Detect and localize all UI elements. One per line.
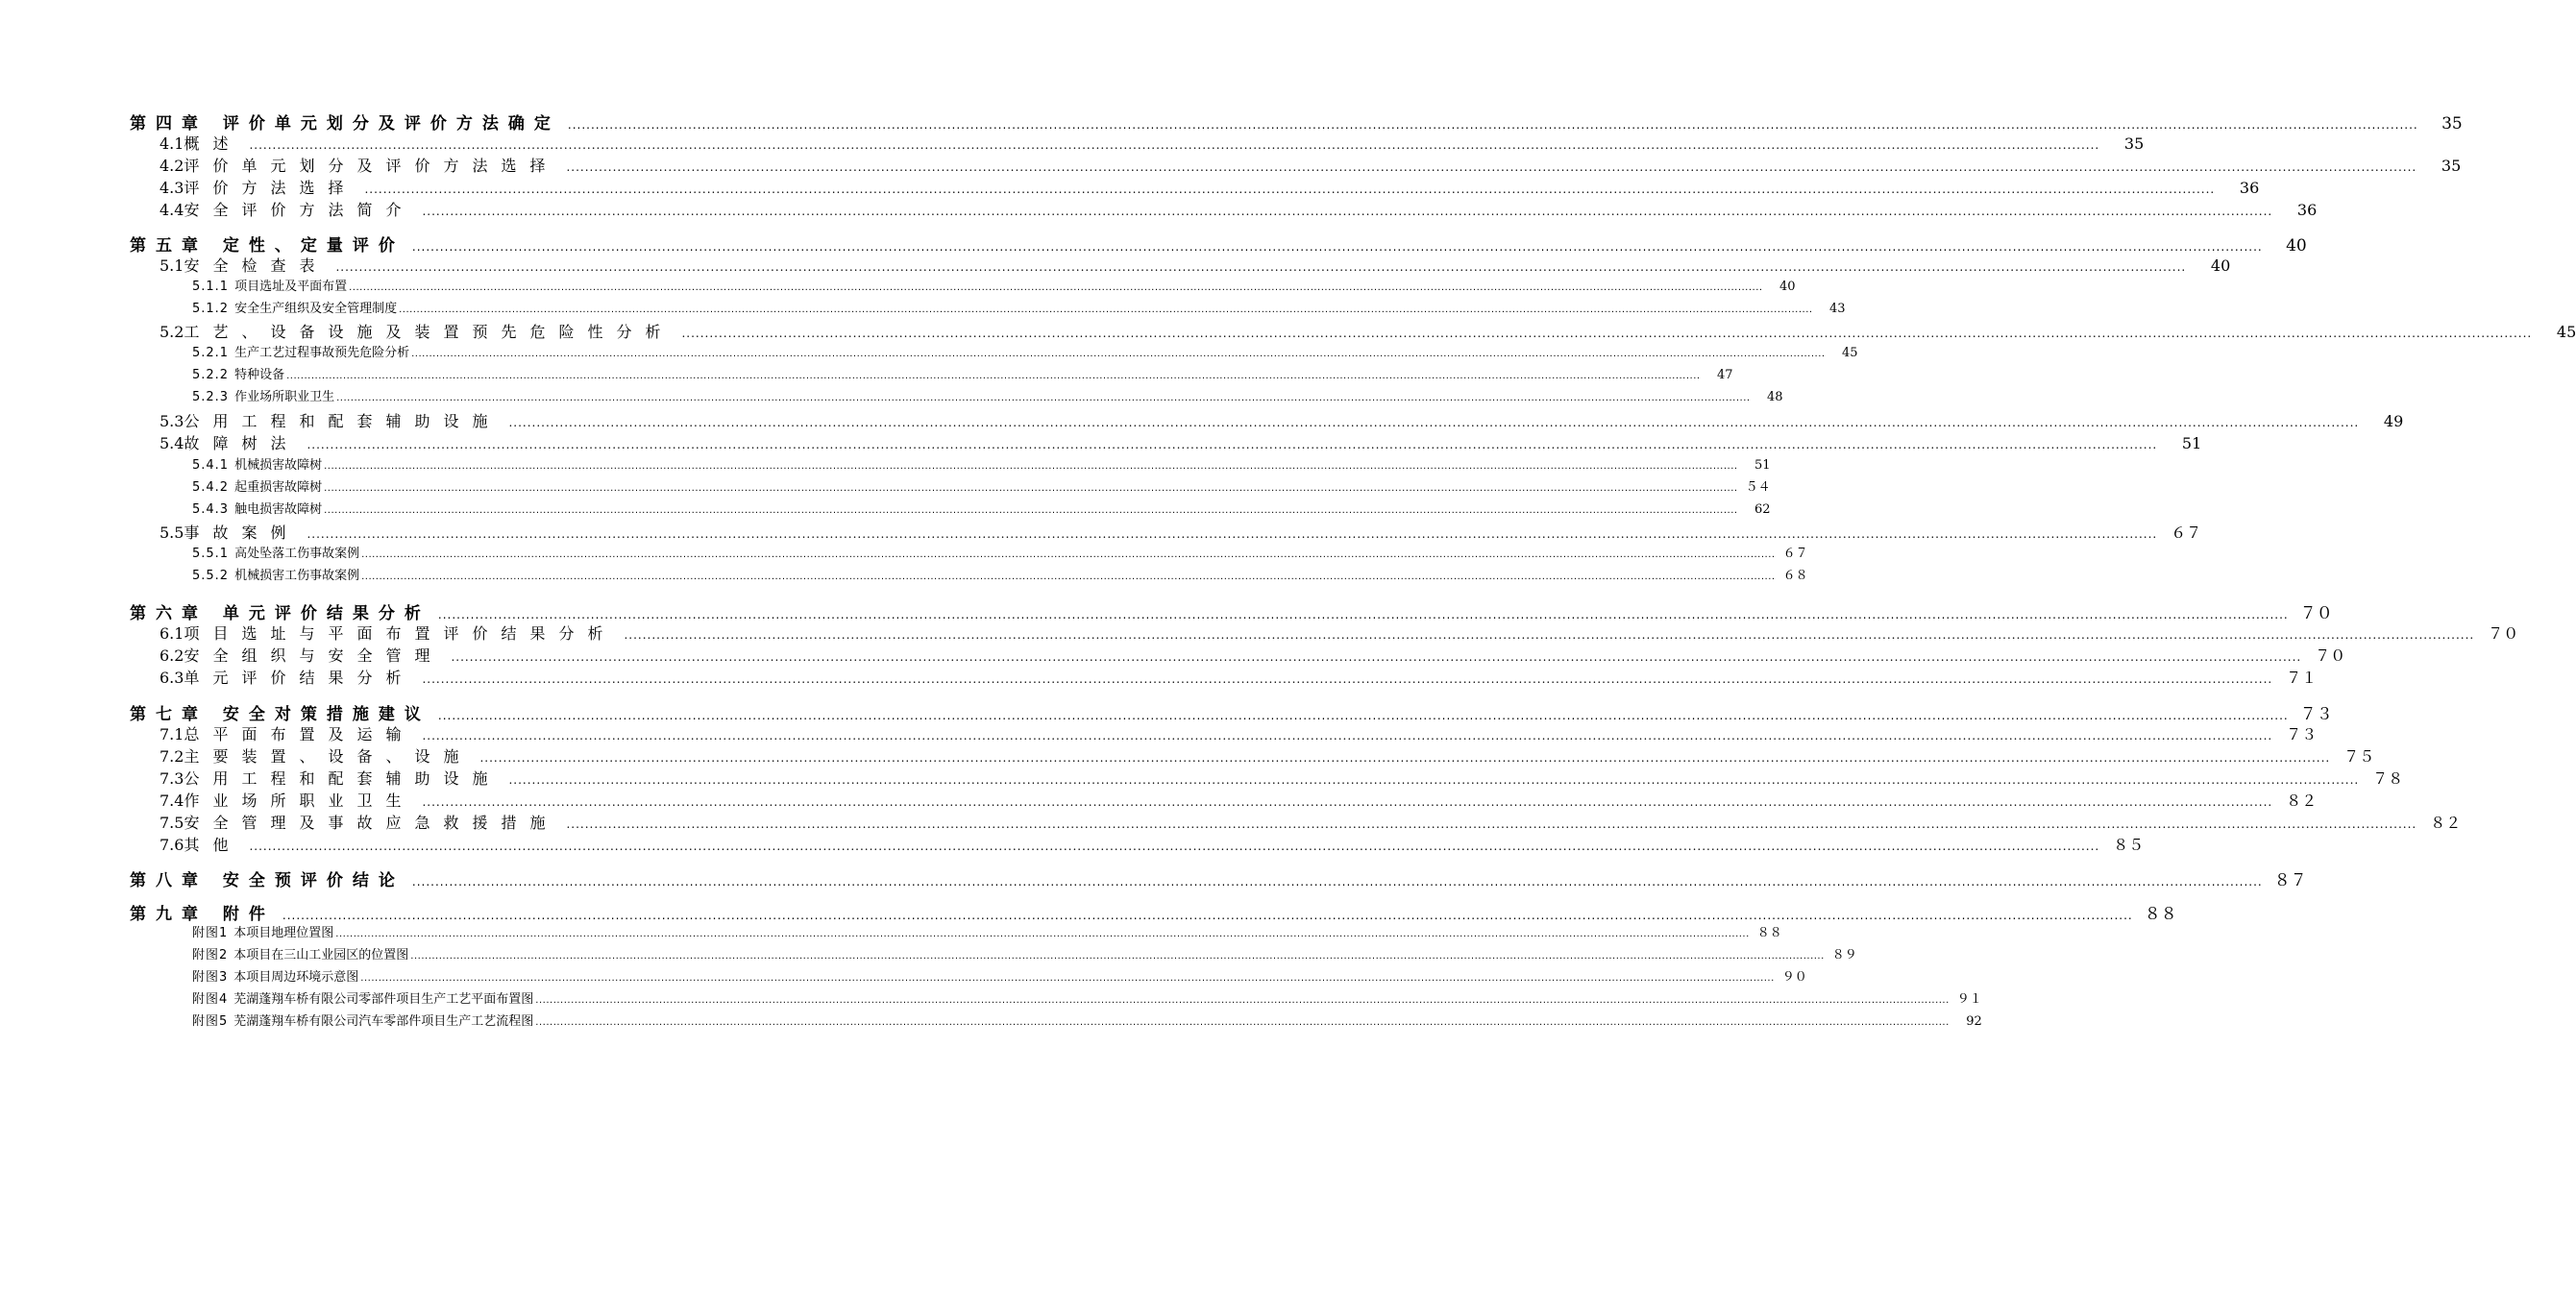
toc-entry-title [159,431,299,453]
toc-entry-page: 35 [2123,134,2145,153]
toc-entry-page: ８８ [1756,926,1782,940]
dot-leader: ................................................................................................................................................................................................................................................................................................................................................................................................................ [451,650,2302,664]
toc-entry-text: 第八章 安全预评价结论 [130,871,405,890]
toc-entry-page: ７３ [2299,705,2333,724]
dot-leader: ................................................................................................................................................................................................................................................................................................................................................................................................................ [307,438,2158,451]
toc-entry-text: 本项目周边环境示意图 [233,970,359,985]
toc-entry [192,966,1807,985]
toc-entry [159,833,2145,855]
toc-entry-title [192,1011,533,1029]
dot-leader: ................................................................................................................................................................................................................................................................................................................................................................................................................ [399,304,1813,315]
toc-entry-page: 47 [1717,368,1733,382]
toc-entry-title [130,599,430,623]
dot-leader: ................................................................................................................................................................................................................................................................................................................................................................................................................ [566,817,2417,831]
toc-entry-title [130,110,560,134]
toc-entry-page: ７３ [2286,725,2318,743]
dot-leader: ................................................................................................................................................................................................................................................................................................................................................................................................................ [508,416,2360,429]
toc-entry-page: ７０ [2488,624,2519,643]
dot-leader: ................................................................................................................................................................................................................................................................................................................................................................................................................ [411,875,2263,889]
toc-entry-number: 5.1.1 [192,280,230,294]
dot-leader: ................................................................................................................................................................................................................................................................................................................................................................................................................ [681,327,2533,340]
toc-entry-title [130,700,430,724]
toc-entry-title [192,342,409,360]
toc-entry-text: 安全组织与安全管理 [184,646,444,665]
toc-entry-text: 评价方法选择 [184,179,357,197]
dot-leader: ................................................................................................................................................................................................................................................................................................................................................................................................................ [422,795,2273,809]
dot-leader: ................................................................................................................................................................................................................................................................................................................................................................................................................ [335,260,2187,274]
toc-entry-page: 45 [1842,346,1858,360]
toc-entry [159,132,2145,154]
toc-entry-text: 安全评价方法简介 [184,201,415,219]
toc-entry-page: 35 [2441,157,2462,175]
toc-entry-text: 第六章 单元评价结果分析 [130,604,430,623]
toc-entry-title [159,789,414,811]
toc-entry-number: 7.2 [159,747,184,766]
toc-entry-title [159,198,414,220]
toc-entry-text: 其他 [184,836,242,854]
toc-entry-title [159,811,558,833]
toc-entry [159,789,2318,811]
toc-entry-text: 安全生产组织及安全管理制度 [234,302,398,316]
toc-entry-number: 5.4 [159,434,184,452]
dot-leader: ................................................................................................................................................................................................................................................................................................................................................................................................................ [411,349,1826,359]
toc-entry [192,476,1771,495]
toc-entry-number: 附图2 [192,948,229,962]
toc-entry-number: 6.1 [159,624,184,643]
toc-entry-page: ８９ [1831,948,1857,962]
toc-entry-number: 5.2.1 [192,346,230,360]
toc-entry-text: 概述 [184,134,242,153]
toc-entry [192,565,1808,583]
dot-leader: ................................................................................................................................................................................................................................................................................................................................................................................................................ [410,951,1825,962]
toc-entry-page: ５４ [1745,480,1771,495]
toc-entry-title [192,476,322,495]
toc-entry-page: 36 [2239,179,2260,197]
toc-entry [159,176,2260,198]
toc-entry-page: ６７ [1782,547,1808,561]
toc-entry-page: 40 [2210,256,2231,275]
toc-entry [159,767,2404,789]
toc-entry-page: 49 [2383,412,2404,430]
dot-leader: ................................................................................................................................................................................................................................................................................................................................................................................................................ [249,138,2100,152]
toc-entry-number: 6.2 [159,646,184,665]
toc-entry-title [192,276,347,294]
toc-entry-title [159,744,472,767]
toc-entry-title [159,132,241,154]
toc-entry-title [192,944,408,962]
toc-entry-page: ８２ [2430,814,2462,832]
toc-entry-number: 6.3 [159,669,184,687]
toc-entry-title [192,966,358,985]
toc-entry-number: 7.4 [159,792,184,810]
toc-entry-page: 35 [2441,114,2463,134]
toc-entry-number: 附图5 [192,1014,229,1029]
toc-entry-page: 51 [2181,434,2202,452]
toc-entry-text: 第五章 定性、定量评价 [130,236,405,256]
toc-entry-title [192,922,333,940]
toc-entry-number: 5.4.3 [192,502,230,517]
toc-entry-page: ８５ [2113,836,2145,854]
toc-entry-number: 4.1 [159,134,184,153]
toc-entry [159,811,2462,833]
toc-entry-number: 5.5.2 [192,569,230,583]
toc-entry-text: 高处坠落工伤事故案例 [234,547,360,561]
toc-entry-page: ７８ [2372,769,2404,788]
dot-leader: ................................................................................................................................................................................................................................................................................................................................................................................................................ [422,729,2273,743]
toc-entry [192,1011,1982,1029]
toc-entry-number: 5.2 [159,323,184,341]
toc-entry-title [192,386,334,404]
toc-entry-text: 机械损害故障树 [234,458,323,473]
toc-entry [192,342,1858,360]
toc-entry-title [159,320,674,342]
toc-entry-title [159,722,414,744]
dot-leader: ................................................................................................................................................................................................................................................................................................................................................................................................................ [535,995,1950,1006]
toc-entry-text: 机械损害工伤事故案例 [234,569,360,583]
toc-entry-title [192,499,322,517]
toc-entry [192,276,1796,294]
toc-entry-page: ８７ [2273,871,2307,890]
toc-entry-title [159,409,501,431]
toc-entry [159,254,2231,276]
toc-entry-page: ８２ [2286,792,2318,810]
toc-entry-text: 单元评价结果分析 [184,669,415,687]
toc-entry-number: 7.3 [159,769,184,788]
dot-leader: ................................................................................................................................................................................................................................................................................................................................................................................................................ [286,371,1701,381]
dot-leader: ................................................................................................................................................................................................................................................................................................................................................................................................................ [422,672,2273,686]
toc-entry-text: 第九章 附件 [130,905,275,924]
toc-entry [192,543,1808,561]
toc-entry-title [159,254,328,276]
toc-entry-number: 7.5 [159,814,184,832]
toc-entry-page: 51 [1754,458,1771,473]
toc-entry [159,666,2318,688]
toc-entry [159,320,2576,342]
toc-entry-number: 附图1 [192,926,229,940]
dot-leader: ................................................................................................................................................................................................................................................................................................................................................................................................................ [324,461,1738,472]
toc-entry-page: ６７ [2171,524,2202,542]
toc-entry [159,744,2375,767]
toc-entry-page: 92 [1966,1014,1982,1029]
dot-leader: ................................................................................................................................................................................................................................................................................................................................................................................................................ [422,205,2273,218]
toc-entry-title [159,644,443,666]
toc-entry [159,621,2519,644]
toc-entry-text: 作业场所职业卫生 [234,390,335,404]
toc-entry-number: 5.4.2 [192,480,230,495]
toc-entry-text: 芜湖蓬翔车桥有限公司汽车零部件项目生产工艺流程图 [233,1014,534,1029]
dot-leader: ................................................................................................................................................................................................................................................................................................................................................................................................................ [361,549,1776,560]
toc-entry [159,431,2202,453]
toc-entry-page: ７０ [2299,604,2333,623]
toc-entry-page: ７５ [2343,747,2375,766]
toc-entry-text: 芜湖蓬翔车桥有限公司零部件项目生产工艺平面布置图 [233,992,534,1007]
toc-entry-number: 5.1.2 [192,302,230,316]
toc-entry-title [159,521,299,543]
toc-entry-text: 触电损害故障树 [234,502,323,517]
dot-leader: ................................................................................................................................................................................................................................................................................................................................................................................................................ [307,527,2158,541]
toc-entry-title [130,231,405,256]
toc-entry-number: 5.4.1 [192,458,230,473]
toc-entry-title [159,176,356,198]
toc-entry [192,988,1982,1007]
toc-entry [159,644,2346,666]
toc-entry-text: 第七章 安全对策措施建议 [130,705,430,724]
toc-entry-number: 7.1 [159,725,184,743]
toc-entry [192,298,1846,316]
toc-entry-page: 43 [1829,302,1846,316]
toc-entry-page: ９１ [1956,992,1982,1007]
toc-entry-text: 第四章 评价单元划分及评价方法确定 [130,114,560,134]
toc-entry-number: 附图3 [192,970,229,985]
toc-entry-text: 起重损害故障树 [234,480,323,495]
dot-leader: ................................................................................................................................................................................................................................................................................................................................................................................................................ [364,183,2216,196]
dot-leader: ................................................................................................................................................................................................................................................................................................................................................................................................................ [249,840,2100,853]
toc-entry-title [159,767,501,789]
toc-entry-page: 48 [1767,390,1783,404]
toc-entry-page: ９０ [1781,970,1807,985]
toc-entry-number: 5.5.1 [192,547,230,561]
toc-entry-title [159,666,414,688]
toc-entry-page: 36 [2296,201,2318,219]
toc-entry-page: 62 [1754,502,1771,517]
toc-entry [130,866,2307,890]
toc-entry [192,944,1857,962]
dot-leader: ................................................................................................................................................................................................................................................................................................................................................................................................................ [508,773,2360,787]
toc-entry-number: 附图4 [192,992,229,1007]
toc-entry [192,454,1771,473]
toc-entry-number: 4.2 [159,157,184,175]
toc-entry [192,499,1771,517]
toc-entry-title [159,621,616,644]
toc-entry-text: 项目选址与平面布置评价结果分析 [184,624,617,643]
toc-entry-number: 5.2.2 [192,368,230,382]
dot-leader: ................................................................................................................................................................................................................................................................................................................................................................................................................ [335,929,1750,939]
toc-entry-title [192,454,322,473]
toc-entry-text: 本项目在三山工业园区的位置图 [233,948,409,962]
toc-entry [159,722,2318,744]
toc-entry-title [159,154,558,176]
toc-entry-title [192,543,359,561]
toc-entry-title [130,866,405,890]
dot-leader: ................................................................................................................................................................................................................................................................................................................................................................................................................ [437,709,2289,722]
dot-leader: ................................................................................................................................................................................................................................................................................................................................................................................................................ [437,608,2289,621]
toc-entry-text: 作业场所职业卫生 [184,792,415,810]
toc-entry-page: ６８ [1782,569,1808,583]
toc-entry-number: 5.5 [159,524,184,542]
toc-entry-number: 5.2.3 [192,390,230,404]
toc-entry-text: 评价单元划分及评价方法选择 [184,157,559,175]
dot-leader: ................................................................................................................................................................................................................................................................................................................................................................................................................ [624,628,2475,642]
dot-leader: ................................................................................................................................................................................................................................................................................................................................................................................................................ [567,118,2418,132]
toc-entry [192,364,1733,382]
toc-entry-title [192,364,284,382]
dot-leader: ................................................................................................................................................................................................................................................................................................................................................................................................................ [336,393,1751,403]
toc-entry-text: 安全管理及事故应急救援措施 [184,814,559,832]
dot-leader: ................................................................................................................................................................................................................................................................................................................................................................................................................ [360,973,1775,984]
toc-entry-page: 40 [2286,236,2307,256]
dot-leader: ................................................................................................................................................................................................................................................................................................................................................................................................................ [324,505,1738,516]
toc-entry-text: 主要装置、设备、设施 [184,747,473,766]
dot-leader: ................................................................................................................................................................................................................................................................................................................................................................................................................ [566,160,2417,174]
toc-entry-page: ８８ [2144,905,2177,924]
dot-leader: ................................................................................................................................................................................................................................................................................................................................................................................................................ [535,1017,1950,1028]
toc-entry [130,700,2333,724]
toc-entry-title [159,833,241,855]
toc-entry-number: 4.3 [159,179,184,197]
dot-leader: ................................................................................................................................................................................................................................................................................................................................................................................................................ [282,909,2133,922]
toc-entry-text: 工艺、设备设施及装置预先危险性分析 [184,323,675,341]
dot-leader: ................................................................................................................................................................................................................................................................................................................................................................................................................ [479,751,2331,765]
toc-entry-page: 45 [2556,323,2576,341]
toc-entry-text: 总平面布置及运输 [184,725,415,743]
toc-entry [159,198,2318,220]
toc-entry-text: 特种设备 [234,368,285,382]
toc-entry [159,154,2462,176]
dot-leader: ................................................................................................................................................................................................................................................................................................................................................................................................................ [361,572,1776,582]
toc-entry-number: 5.1 [159,256,184,275]
toc-entry-text: 生产工艺过程事故预先危险分析 [234,346,410,360]
toc-entry [130,599,2333,623]
toc-entry [130,900,2177,924]
toc-entry [159,521,2202,543]
toc-entry-text: 安全检查表 [184,256,329,275]
toc-entry-number: 7.6 [159,836,184,854]
dot-leader: ................................................................................................................................................................................................................................................................................................................................................................................................................ [411,240,2263,254]
toc-entry-text: 项目选址及平面布置 [234,280,348,294]
toc-entry [130,110,2463,134]
toc-entry-title [130,900,275,924]
toc-entry-text: 公用工程和配套辅助设施 [184,769,502,788]
toc-entry-text: 公用工程和配套辅助设施 [184,412,502,430]
toc-entry-text: 故障树法 [184,434,300,452]
toc-entry-title [192,988,533,1007]
toc-entry-number: 4.4 [159,201,184,219]
toc-entry-text: 本项目地理位置图 [233,926,334,940]
toc-entry [130,231,2307,256]
toc-entry-text: 事故案例 [184,524,300,542]
toc-entry-page: 40 [1779,280,1796,294]
toc-entry-title [192,565,359,583]
toc-entry-page: ７０ [2315,646,2346,665]
dot-leader: ................................................................................................................................................................................................................................................................................................................................................................................................................ [349,282,1763,293]
toc-entry [192,922,1782,940]
toc-entry-page: ７１ [2286,669,2318,687]
toc-entry-number: 5.3 [159,412,184,430]
toc-entry [192,386,1783,404]
dot-leader: ................................................................................................................................................................................................................................................................................................................................................................................................................ [324,483,1738,494]
toc-entry [159,409,2404,431]
toc-entry-title [192,298,397,316]
